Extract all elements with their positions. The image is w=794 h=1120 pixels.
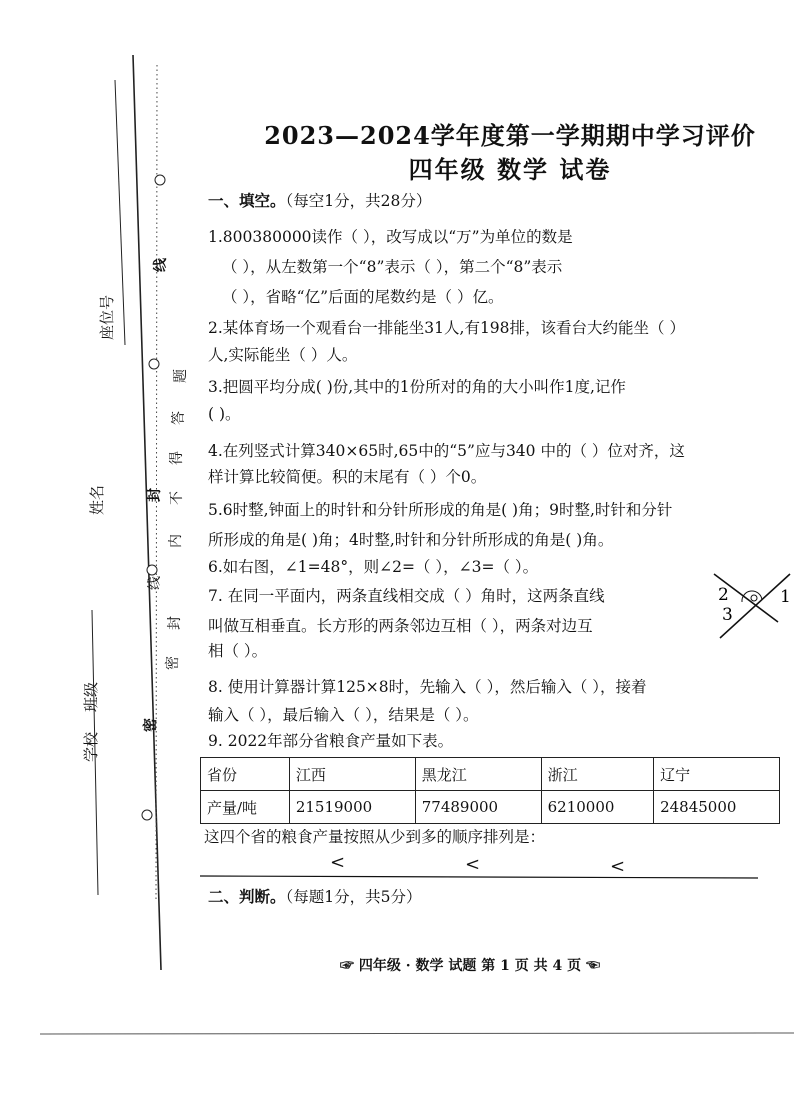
seal-word: 不 (169, 491, 185, 505)
exam-subtitle: 四年级 数学 试卷 (408, 155, 612, 184)
table-cell: 24845000 (654, 791, 780, 824)
angle-label-2: 2 (718, 585, 729, 605)
question-4-line-2: 样计算比较简便。积的末尾有（ ）个0。 (208, 468, 487, 486)
grain-output-table (200, 757, 780, 824)
seal-word: 内 (168, 534, 184, 548)
angle-label-1: 1 (780, 587, 791, 607)
question-1-line-3: （ ），省略“亿”后面的尾数约是（ ）亿。 (222, 288, 504, 306)
section-1-title: 一、填空。 (208, 191, 286, 210)
name-label: 姓名 (88, 484, 106, 515)
less-than-sign: < (330, 852, 346, 873)
answer-line (200, 874, 760, 880)
question-5-line-2: 所形成的角是( )角；4时整,时针和分针所形成的角是( )角。 (208, 531, 614, 549)
school-label: 学校 (82, 731, 100, 762)
question-2-line-2: 人,实际能坐（ ）人。 (208, 346, 358, 364)
table-cell: 产量/吨 (201, 791, 290, 824)
seal-word: 密 (165, 656, 181, 670)
table-row (201, 758, 780, 791)
seal-word: 线 (147, 576, 163, 590)
less-than-sign: < (610, 856, 626, 877)
question-7-line-3: 相（ ）。 (208, 642, 268, 660)
seal-word: 题 (173, 369, 189, 383)
seat-number-label: 座位号 (98, 294, 116, 340)
seal-word: 得 (169, 451, 185, 465)
question-6-line-1: 6.如右图，∠1=48°，则∠2=（ ），∠3=（ ）。 (208, 558, 539, 576)
question-7-line-2: 叫做互相垂直。长方形的两条邻边互相（ ），两条对边互 (208, 617, 593, 635)
seal-word: 答 (171, 411, 187, 425)
table-header-cell: 江西 (289, 758, 415, 791)
exam-title: 2023—2024学年度第一学期期中学习评价 (264, 121, 756, 150)
seal-word: 封 (147, 488, 163, 502)
question-4-line-1: 4.在列竖式计算340×65时,65中的“5”应与340 中的（ ）位对齐，这 (208, 442, 685, 460)
question-8-line-1: 8. 使用计算器计算125×8时，先输入（ ），然后输入（ ），接着 (208, 678, 647, 696)
table-cell: 6210000 (541, 791, 653, 824)
table-row (201, 791, 780, 824)
question-2-line-1: 2.某体育场一个观看台一排能坐31人,有198排，该看台大约能坐（ ） (208, 319, 685, 337)
section-2-title: 二、判断。 (208, 887, 286, 906)
table-cell: 21519000 (289, 791, 415, 824)
class-label: 班级 (82, 681, 100, 712)
seal-word: 线 (153, 258, 169, 272)
less-than-sign: < (465, 854, 481, 875)
question-3-line-2: ( )。 (208, 405, 241, 423)
question-9-line-2: 这四个省的粮食产量按照从少到多的顺序排列是： (204, 828, 546, 846)
question-3-line-1: 3.把圆平均分成( )份,其中的1份所对的角的大小叫作1度,记作 (208, 378, 626, 396)
section-heading (208, 886, 422, 908)
seal-word: 封 (167, 616, 183, 630)
seal-word: 密 (143, 718, 159, 732)
angle-figure (712, 568, 792, 648)
section-heading (208, 190, 431, 212)
table-cell: 77489000 (415, 791, 541, 824)
question-5-line-1: 5.6时整,钟面上的时针和分针所形成的角是( )角；9时整,时针和分针 (208, 501, 673, 519)
question-7-line-1: 7. 在同一平面内，两条直线相交成（ ）角时，这两条直线 (208, 587, 605, 605)
table-header-cell: 辽宁 (654, 758, 780, 791)
table-header-cell: 浙江 (541, 758, 653, 791)
question-8-line-2: 输入（ ），最后输入（ ），结果是（ ）。 (208, 706, 479, 724)
question-9-line-1: 9. 2022年部分省粮食产量如下表。 (208, 732, 454, 750)
angle-label-3: 3 (722, 605, 733, 625)
question-1-line-2: （ ），从左数第一个“8”表示（ ），第二个“8”表示 (222, 258, 563, 276)
question-1-line-1: 1.800380000读作（ ），改写成以“万”为单位的数是 (208, 228, 573, 246)
table-header-cell: 黑龙江 (415, 758, 541, 791)
table-header-cell: 省份 (201, 758, 290, 791)
section-1-note: （每空1分，共28分） (285, 192, 432, 210)
page-bottom-rule (40, 1032, 794, 1036)
section-2-note: （每题1分，共5分） (285, 888, 422, 906)
page-footer: ☞ 四年级 · 数学 试题 第 1 页 共 4 页 ☜ (340, 958, 600, 974)
